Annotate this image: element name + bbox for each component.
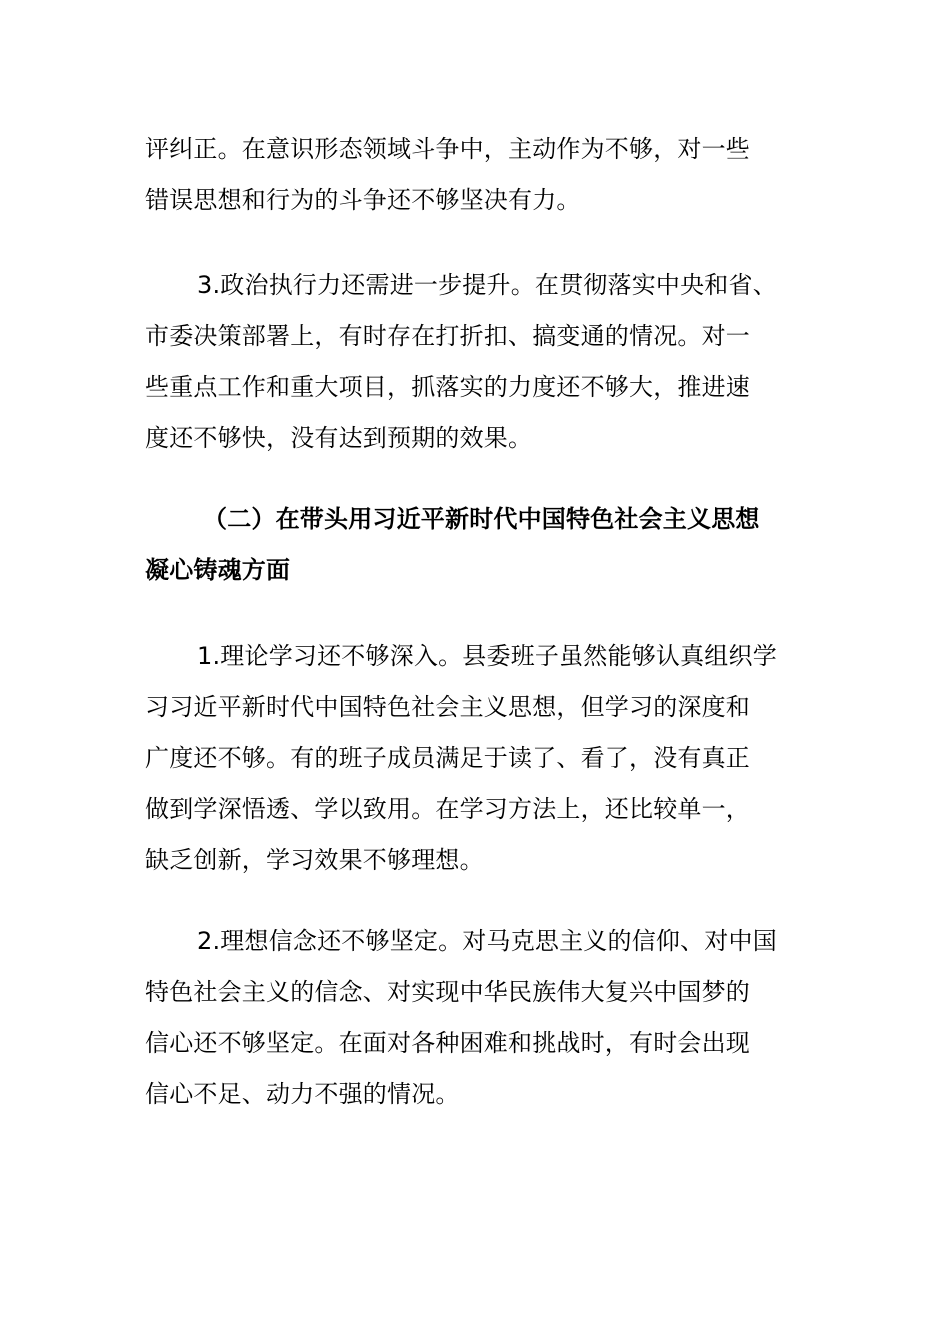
text-line: 广度还不够。有的班子成员满足于读了、看了，没有真正 [145,744,750,772]
paragraph-item-1 [145,631,825,886]
text-line: 评纠正。在意识形态领域斗争中，主动作为不够，对一些 [145,135,750,163]
section-heading [145,494,825,596]
text-line: 信心不足、动力不强的情况。 [145,1080,460,1108]
text-line: 特色社会主义的信念、对实现中华民族伟大复兴中国梦的 [145,978,750,1006]
heading-line: 凝心铸魂方面 [145,556,291,584]
text-line: 习习近平新时代中国特色社会主义思想，但学习的深度和 [145,693,750,721]
text-line: 1.理论学习还不够深入。县委班子虽然能够认真组织学 [197,642,777,670]
paragraph-item-2 [145,916,825,1120]
text-line: 3.政治执行力还需进一步提升。在贯彻落实中央和省、 [197,271,777,299]
text-line: 些重点工作和重大项目，抓落实的力度还不够大，推进速 [145,373,750,401]
heading-line: （二）在带头用习近平新时代中国特色社会主义思想 [203,505,760,533]
text-line: 市委决策部署上，有时存在打折扣、搞变通的情况。对一 [145,322,750,350]
paragraph-continuation [145,124,825,226]
text-line: 做到学深悟透、学以致用。在学习方法上，还比较单一， [145,795,750,823]
text-line: 度还不够快，没有达到预期的效果。 [145,424,533,452]
text-line: 信心还不够坚定。在面对各种困难和挑战时，有时会出现 [145,1029,750,1057]
text-line: 错误思想和行为的斗争还不够坚决有力。 [145,186,581,214]
text-line: 缺乏创新，学习效果不够理想。 [145,846,484,874]
paragraph-item-3 [145,260,825,464]
text-line: 2.理想信念还不够坚定。对马克思主义的信仰、对中国 [197,927,777,955]
